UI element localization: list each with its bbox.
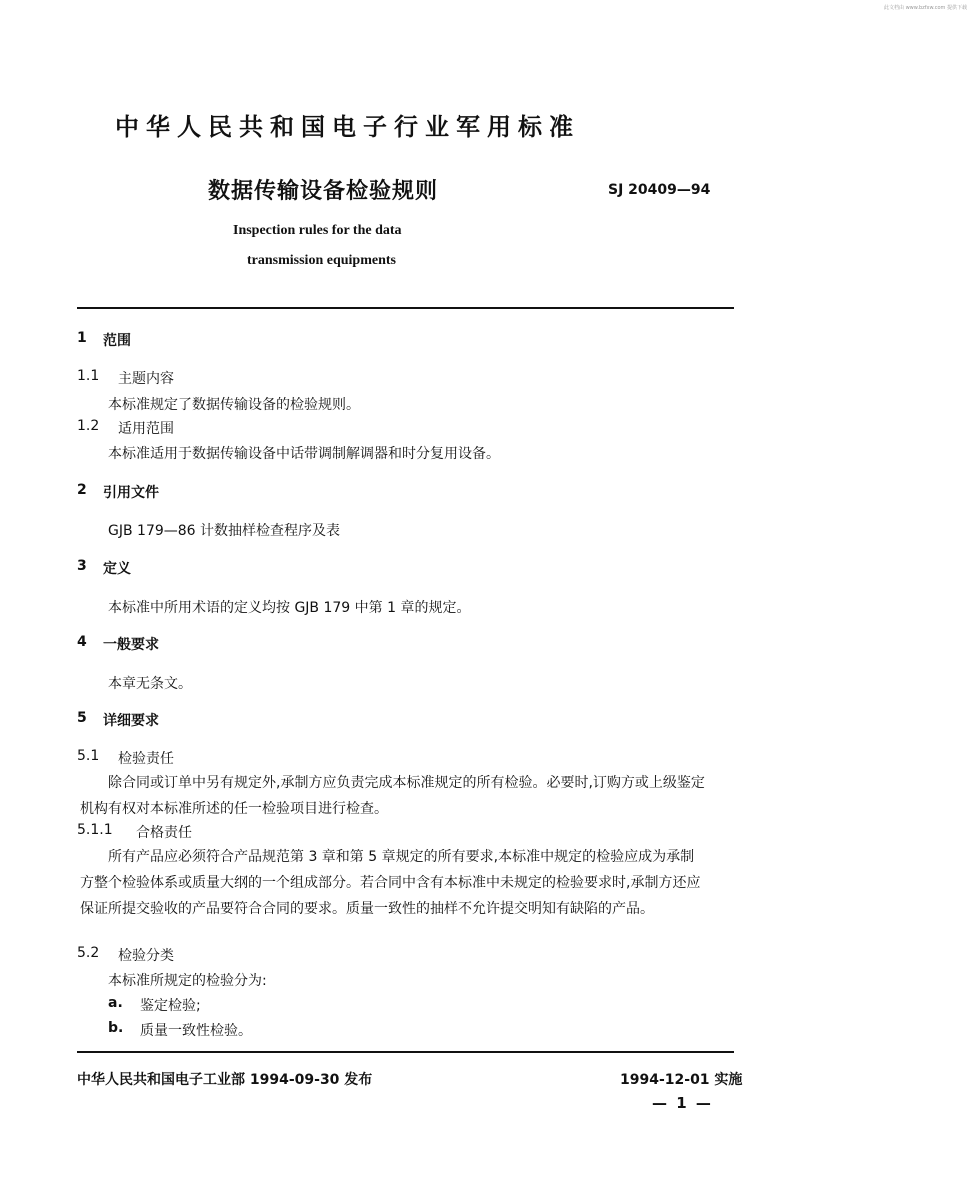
standard-code: SJ 20409—94 (608, 182, 711, 198)
section-2-title: 引用文件 (103, 485, 159, 501)
english-title-line-2: transmission equipments (247, 253, 396, 268)
organization-title: 中华人民共和国电子行业军用标准 (115, 113, 580, 141)
list-item-text-b: 质量一致性检验。 (140, 1023, 252, 1039)
bottom-divider (77, 1051, 734, 1053)
section-1-1-title: 主题内容 (118, 371, 174, 387)
section-3-number: 3 (77, 558, 87, 574)
section-5-1-number: 5.1 (77, 748, 100, 764)
effective-date: 1994-12-01 实施 (620, 1072, 743, 1088)
issuer-line: 中华人民共和国电子工业部 1994-09-30 发布 (77, 1072, 373, 1088)
list-item-label-a: a. (108, 995, 123, 1011)
section-1-2-number: 1.2 (77, 418, 100, 434)
section-2-number: 2 (77, 482, 87, 498)
section-5-2-title: 检验分类 (118, 948, 174, 964)
list-item-label-b: b. (108, 1020, 124, 1036)
list-item-text-a: 鉴定检验; (140, 998, 201, 1014)
section-5-2-text: 本标准所规定的检验分为: (108, 973, 267, 989)
section-5-1-text: 除合同或订单中另有规定外,承制方应负责完成本标准规定的所有检验。必要时,订购方或上级鉴定机构有权对本标准所述的任一检验项目进行检查。 (80, 775, 705, 817)
section-3-text: 本标准中所用术语的定义均按 GJB 179 中第 1 章的规定。 (108, 600, 471, 616)
section-3-title: 定义 (103, 561, 131, 577)
section-5-1-1-title: 合格责任 (136, 825, 192, 841)
page-number: — 1 — (652, 1094, 713, 1112)
top-divider (77, 307, 734, 309)
section-1-1-number: 1.1 (77, 368, 100, 384)
section-1-2-title: 适用范围 (118, 421, 174, 437)
section-4-title: 一般要求 (103, 637, 159, 653)
section-5-1-title: 检验责任 (118, 751, 174, 767)
section-5-title: 详细要求 (103, 713, 159, 729)
section-5-number: 5 (77, 710, 87, 726)
section-4-number: 4 (77, 634, 87, 650)
section-1-2-text: 本标准适用于数据传输设备中话带调制解调器和时分复用设备。 (108, 446, 500, 462)
section-1-title: 范围 (103, 333, 131, 349)
section-5-1-1-text: 所有产品应必须符合产品规范第 3 章和第 5 章规定的所有要求,本标准中规定的检验应成为承制方整个检验体系或质量大纲的一个组成部分。若合同中含有本标准中未规定的检验要求时,承制方还应保证所提交验收的产品要符合合同的要求。质量一致性的抽样不允许提交明知有缺陷的产品。 (80, 849, 701, 917)
english-title-line-1: Inspection rules for the data (233, 223, 402, 238)
corner-watermark-note: 此文档由 www.bzfxw.com 提供下载 (884, 5, 967, 11)
section-5-2-number: 5.2 (77, 945, 100, 961)
document-title: 数据传输设备检验规则 (208, 179, 439, 204)
section-1-number: 1 (77, 330, 87, 346)
section-1-1-text: 本标准规定了数据传输设备的检验规则。 (108, 397, 360, 413)
section-4-text: 本章无条文。 (108, 676, 192, 692)
section-5-1-1-number: 5.1.1 (77, 822, 113, 838)
section-2-text: GJB 179—86 计数抽样检查程序及表 (108, 523, 341, 539)
